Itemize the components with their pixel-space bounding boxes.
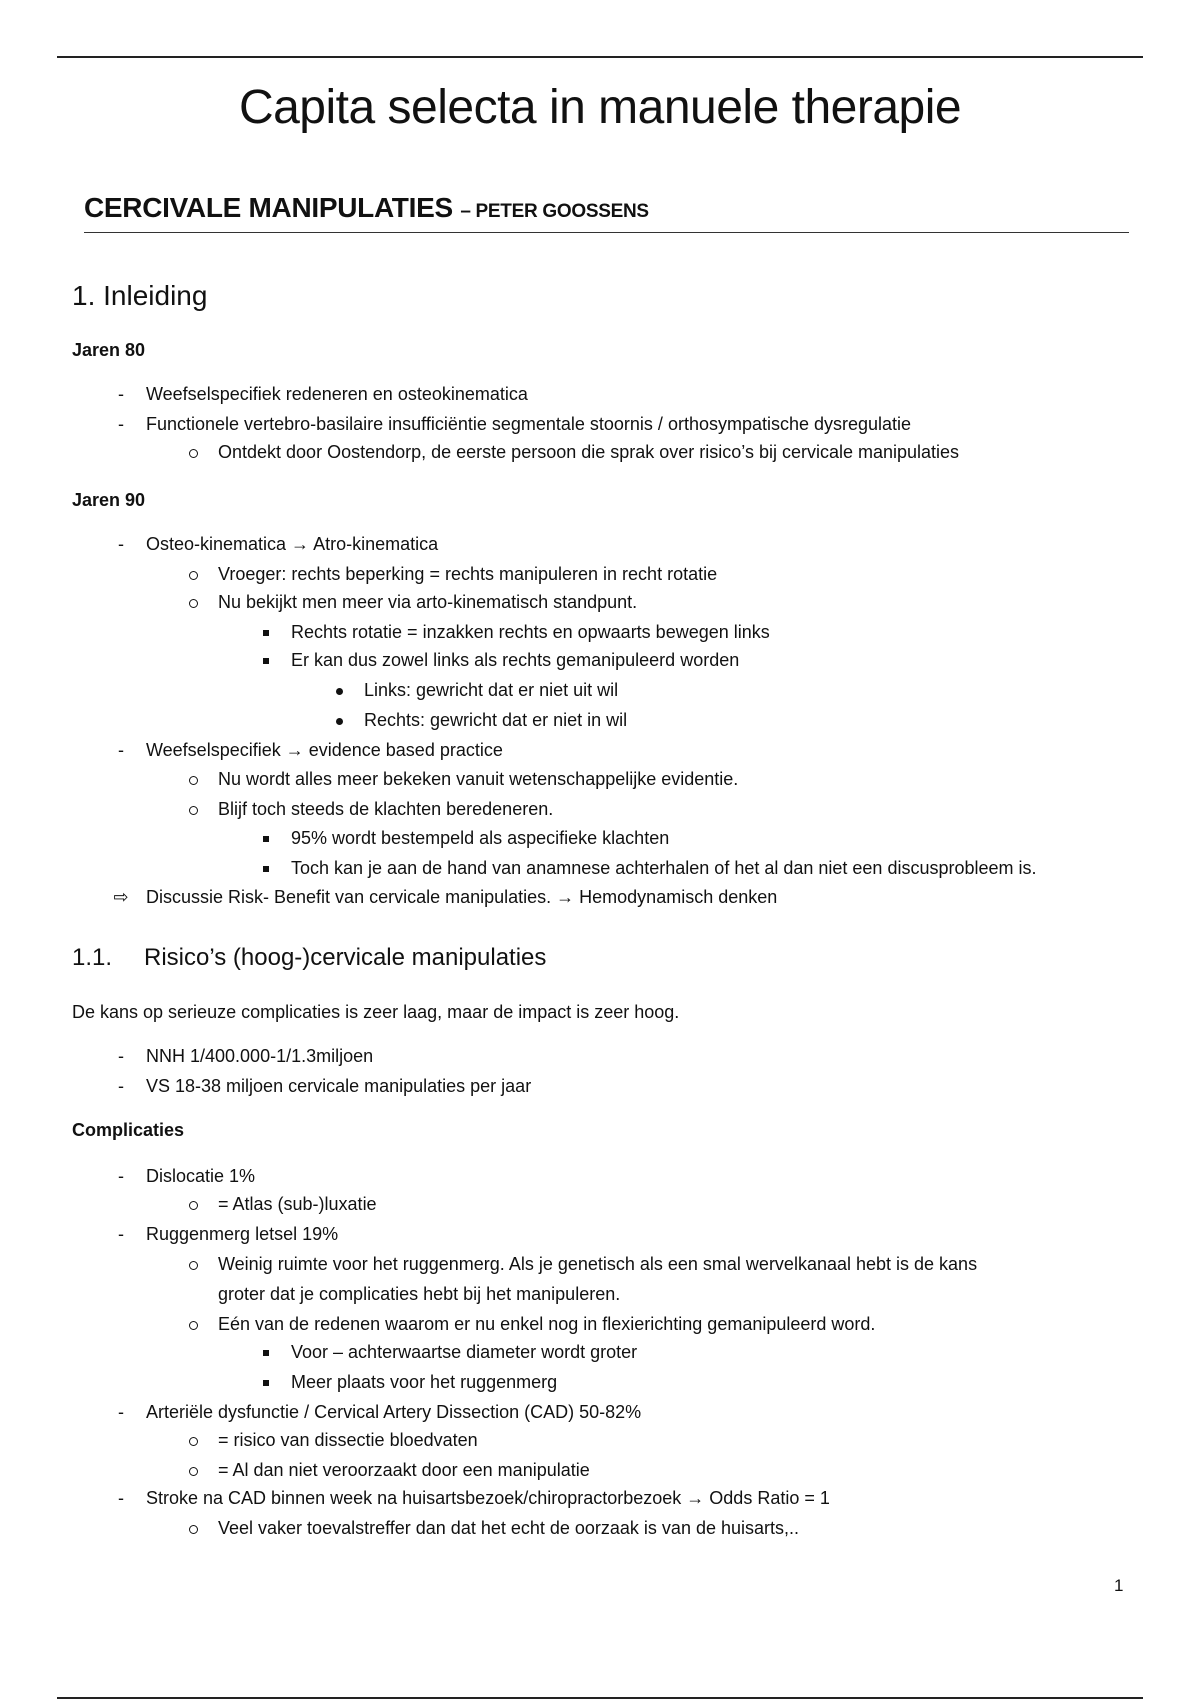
list-item: Blijf toch steeds de klachten beredeneren. <box>218 795 553 824</box>
list-item: - Functionele vertebro-basilaire insufficiëntie segmentale stoornis / orthosympatische dysregulatie <box>146 410 911 439</box>
circle-bullet-icon <box>183 1250 203 1279</box>
circle-bullet-icon <box>183 1426 203 1455</box>
list-item: Vroeger: rechts beperking = rechts manipuleren in recht rotatie <box>218 560 717 589</box>
dash-bullet: - <box>118 1046 124 1066</box>
square-bullet-icon <box>256 854 276 883</box>
chapter-title: CERCIVALE MANIPULATIES <box>84 192 453 223</box>
bottom-rule <box>57 1697 1143 1699</box>
square-bullet-icon <box>256 646 276 675</box>
list-item: - Dislocatie 1% <box>146 1162 255 1191</box>
dash-bullet: - <box>118 1402 124 1422</box>
list-item: - NNH 1/400.000-1/1.3miljoen <box>146 1042 373 1071</box>
paragraph: De kans op serieuze complicaties is zeer laag, maar de impact is zeer hoog. <box>72 1002 680 1022</box>
section-number: 1.1. <box>72 944 113 971</box>
dash-bullet: - <box>118 414 124 434</box>
square-bullet-icon <box>256 824 276 853</box>
dot-bullet-icon <box>329 706 349 735</box>
list-item: - Ruggenmerg letsel 19% <box>146 1220 338 1249</box>
list-item: Weinig ruimte voor het ruggenmerg. Als je genetisch als een smal wervelkanaal hebt is de kans <box>218 1250 977 1279</box>
list-item: Nu bekijkt men meer via arto-kinematisch standpunt. <box>218 588 637 617</box>
list-item: Meer plaats voor het ruggenmerg <box>291 1368 557 1397</box>
list-item: = Al dan niet veroorzaakt door een manipulatie <box>218 1456 590 1485</box>
circle-bullet-icon <box>183 1456 203 1485</box>
top-rule <box>57 56 1143 58</box>
circle-bullet-icon <box>183 1190 203 1219</box>
list-item: - Arteriële dysfunctie / Cervical Artery Dissection (CAD) 50-82% <box>146 1398 641 1427</box>
list-item: Toch kan je aan de hand van anamnese achterhalen of het al dan niet een discusprobleem is. <box>291 854 1037 883</box>
list-item: Voor – achterwaartse diameter wordt groter <box>291 1338 637 1367</box>
dash-bullet: - <box>118 1224 124 1244</box>
list-item: ⇨ Discussie Risk- Benefit van cervicale manipulaties. → Hemodynamisch denken <box>146 883 777 912</box>
list-item: 95% wordt bestempeld als aspecifieke klachten <box>291 824 669 853</box>
list-item: Nu wordt alles meer bekeken vanuit wetenschappelijke evidentie. <box>218 765 738 794</box>
list-item: Veel vaker toevalstreffer dan dat het echt de oorzaak is van de huisarts,.. <box>218 1514 799 1543</box>
section-heading-risicos <box>72 944 546 972</box>
page-number: 1 <box>1114 1576 1124 1595</box>
dot-bullet-icon <box>329 676 349 705</box>
list-item: - VS 18-38 miljoen cervicale manipulaties per jaar <box>146 1072 531 1101</box>
circle-bullet-icon <box>183 765 203 794</box>
subheading-jaren-80: Jaren 80 <box>72 340 146 360</box>
list-item: - Osteo-kinematica → Atro-kinematica <box>146 530 438 559</box>
chapter-author: – PETER GOOSSENS <box>460 201 649 222</box>
section-heading-inleiding: 1. Inleiding <box>72 280 208 311</box>
dash-bullet: - <box>118 1076 124 1096</box>
list-item: = risico van dissectie bloedvaten <box>218 1426 478 1455</box>
circle-bullet-icon <box>183 795 203 824</box>
list-item: Eén van de redenen waarom er nu enkel nog in flexierichting gemanipuleerd word. <box>218 1310 875 1339</box>
circle-bullet-icon <box>183 1310 203 1339</box>
chapter-heading <box>84 192 1129 233</box>
square-bullet-icon <box>256 1368 276 1397</box>
list-item: - Weefselspecifiek redeneren en osteokinematica <box>146 380 528 409</box>
list-item: Ontdekt door Oostendorp, de eerste persoon die sprak over risico’s bij cervicale manipulaties <box>218 438 959 467</box>
square-bullet-icon <box>256 618 276 647</box>
arrow-bullet-icon: ⇨ <box>113 887 129 907</box>
dash-bullet: - <box>118 1166 124 1186</box>
square-bullet-icon <box>256 1338 276 1367</box>
dash-bullet: - <box>118 1488 124 1508</box>
list-item: = Atlas (sub-)luxatie <box>218 1190 377 1219</box>
circle-bullet-icon <box>183 560 203 589</box>
list-item: Links: gewricht dat er niet uit wil <box>364 676 618 705</box>
list-item: Rechts: gewricht dat er niet in wil <box>364 706 627 735</box>
list-item: - Stroke na CAD binnen week na huisartsbezoek/chiropractorbezoek → Odds Ratio = 1 <box>146 1484 830 1513</box>
section-title: Risico’s (hoog-)cervicale manipulaties <box>144 944 547 971</box>
circle-bullet-icon <box>183 588 203 617</box>
list-item: - Weefselspecifiek → evidence based practice <box>146 736 503 765</box>
circle-bullet-icon <box>183 1514 203 1543</box>
subheading-complicaties: Complicaties <box>72 1120 185 1140</box>
list-item: Er kan dus zowel links als rechts gemanipuleerd worden <box>291 646 739 675</box>
circle-bullet-icon <box>183 438 203 467</box>
dash-bullet: - <box>118 534 124 554</box>
document-title: Capita selecta in manuele therapie <box>238 81 962 134</box>
list-item: Rechts rotatie = inzakken rechts en opwaarts bewegen links <box>291 618 770 647</box>
dash-bullet: - <box>118 384 124 404</box>
subheading-jaren-90: Jaren 90 <box>72 490 146 510</box>
dash-bullet: - <box>118 740 124 760</box>
list-item-continuation: groter dat je complicaties hebt bij het manipuleren. <box>218 1284 621 1304</box>
